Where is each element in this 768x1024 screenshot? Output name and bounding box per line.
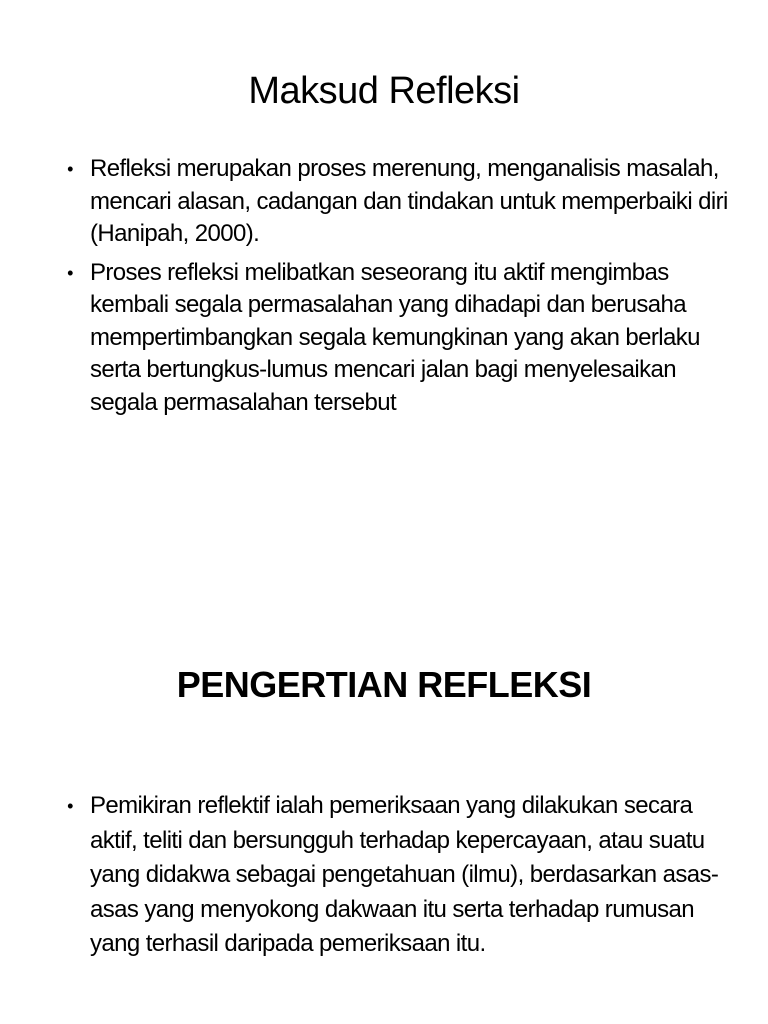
bullet-item (60, 153, 740, 251)
bullet-item (60, 789, 740, 962)
bullet-text: Proses refleksi melibatkan seseorang itu aktif mengimbas kembali segala permasalahan yang dihadapi dan berusaha mempertimbangkan segala kemungkinan yang akan berlaku serta bertungkus-lumus mencari jalan bagi menyelesaikan segala permasalahan tersebut (90, 258, 700, 416)
slide-title-maksud-refleksi: Maksud Refleksi (248, 70, 520, 112)
bullet-list-maksud (60, 153, 740, 419)
bullet-list-pengertian (60, 789, 740, 962)
bullet-icon: • (67, 262, 73, 283)
bullet-icon: • (67, 159, 73, 179)
slide-title-pengertian-refleksi: PENGERTIAN REFLEKSI (176, 664, 592, 705)
bullet-item (60, 257, 740, 420)
bullet-text: Refleksi merupakan proses merenung, menganalisis masalah, mencari alasan, cadangan dan tindakan untuk memperbaiki diri (Hanipah, 2000). (90, 155, 728, 247)
bullet-icon: • (67, 796, 73, 816)
bullet-text: Pemikiran reflektif ialah pemeriksaan yang dilakukan secara aktif, teliti dan bersungguh terhadap kepercayaan, atau suatu yang didakwa sebagai pengetahuan (ilmu), berdasarkan asas-asas yang menyokong dakwaan itu serta terhadap rumusan yang terhasil daripada pemeriksaan itu. (90, 792, 719, 957)
